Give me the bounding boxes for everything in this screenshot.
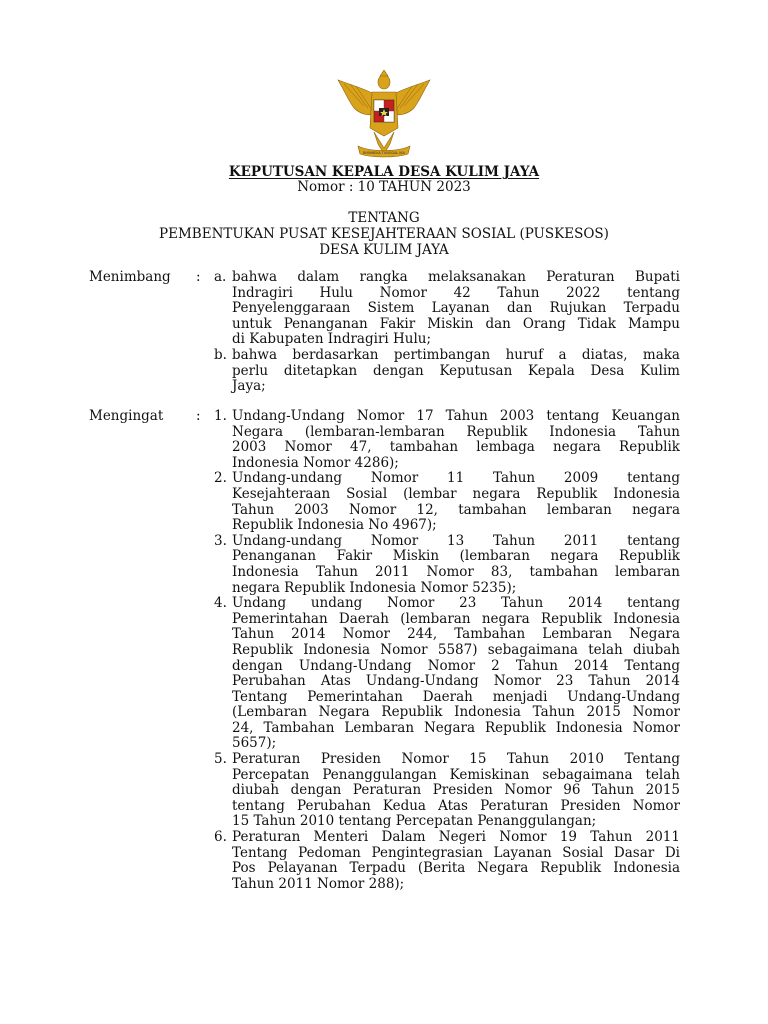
svg-text:BHINNEKA TUNGGAL IKA: BHINNEKA TUNGGAL IKA xyxy=(363,151,405,155)
menimbang-colon: : xyxy=(196,269,201,285)
item-text-line: perlu ditetapkan dengan Keputusan Kepala Desa Kulim xyxy=(232,362,680,379)
list-item xyxy=(214,348,680,395)
item-text-line: Tahun 2003 Nomor 12, tambahan lembaran negara xyxy=(232,501,680,518)
list-item xyxy=(214,471,680,533)
item-text-line: Peraturan Presiden Nomor 15 Tahun 2010 Tentang xyxy=(232,751,680,768)
item-text-line: Indonesia Tahun 2011 Nomor 83, tambahan lembaran xyxy=(232,563,680,580)
item-text-line: Negara (lembaran-lembaran Republik Indonesia Tahun xyxy=(232,423,680,440)
item-text-line: Pemerintahan Daerah (lembaran negara Republik Indonesia xyxy=(232,610,680,627)
item-text-line: bahwa dalam rangka melaksanakan Peraturan Bupati xyxy=(232,269,680,285)
item-text xyxy=(232,534,680,596)
item-marker: a. xyxy=(214,269,227,285)
item-text-line: Peraturan Menteri Dalam Negeri Nomor 19 Tahun 2011 xyxy=(232,829,680,846)
item-text-line: Kesejahteraan Sosial (lembar negara Republik Indonesia xyxy=(232,485,680,502)
item-text-line: 5657); xyxy=(232,735,277,752)
item-text-line: Indonesia Nomor 4286); xyxy=(232,454,399,471)
item-text-line: (Lembaran Negara Republik Indonesia Tahun 2015 Nomor xyxy=(232,704,680,721)
item-text-line: Penyelenggaraan Sistem Layanan dan Rujukan Terpadu xyxy=(232,300,680,317)
item-text xyxy=(232,596,680,752)
menimbang-items xyxy=(214,270,680,395)
item-text-line: Jaya; xyxy=(232,378,266,395)
item-text-line: Tahun 2014 Nomor 244, Tambahan Lembaran Negara xyxy=(232,626,680,643)
item-marker: 1. xyxy=(214,408,227,424)
garuda-emblem-icon xyxy=(334,70,434,160)
document-title: KEPUTUSAN KEPALA DESA KULIM JAYA xyxy=(228,164,540,180)
item-text-line: 2003 Nomor 47, tambahan lembaga negara Republik xyxy=(232,439,680,456)
document-about: TENTANG xyxy=(348,210,420,226)
item-text-line: Perubahan Atas Undang-Undang Nomor 23 Tahun 2014 xyxy=(232,673,680,690)
item-text-line: untuk Penanganan Fakir Miskin dan Orang Tidak Mampu xyxy=(232,315,680,332)
list-item xyxy=(214,409,680,471)
mengingat-items xyxy=(214,409,680,892)
mengingat-label: Mengingat xyxy=(89,408,164,424)
document-subject-line2: DESA KULIM JAYA xyxy=(319,242,449,258)
item-text-line: Tentang Pedoman Pengintegrasian Layanan Sosial Dasar Di xyxy=(232,844,680,861)
mengingat-colon: : xyxy=(196,408,201,424)
item-text-line: Tentang Pemerintahan Daerah menjadi Undang-Undang xyxy=(232,688,680,705)
item-text xyxy=(232,409,680,471)
item-marker: 3. xyxy=(214,532,227,549)
item-text-line: Penanganan Fakir Miskin (lembaran negara Republik xyxy=(232,548,680,565)
item-text-line: bahwa berdasarkan pertimbangan huruf a diatas, maka xyxy=(232,346,680,363)
item-text-line: Pos Pelayanan Terpadu (Berita Negara Republik Indonesia xyxy=(232,860,680,877)
list-item xyxy=(214,534,680,596)
item-text xyxy=(232,752,680,830)
item-text-line: 24, Tambahan Lembaran Negara Republik Indonesia Nomor xyxy=(232,719,680,736)
item-text-line: Indragiri Hulu Nomor 42 Tahun 2022 tentang xyxy=(232,284,680,301)
document-number: Nomor : 10 TAHUN 2023 xyxy=(297,179,471,195)
item-text-line: Republik Indonesia No 4967); xyxy=(232,517,437,534)
list-item xyxy=(214,270,680,348)
item-text-line: di Kabupaten Indragiri Hulu; xyxy=(232,331,432,348)
list-item xyxy=(214,752,680,830)
document-subject-line1: PEMBENTUKAN PUSAT KESEJAHTERAAN SOSIAL (PUSKESOS) xyxy=(159,226,609,242)
list-item xyxy=(214,596,680,752)
item-text xyxy=(232,471,680,533)
item-text-line: Undang-Undang Nomor 17 Tahun 2003 tentang Keuangan xyxy=(232,408,680,424)
item-text-line: Republik Indonesia Nomor 5587) sebagaimana telah diubah xyxy=(232,641,680,658)
item-text-line: Undang undang Nomor 23 Tahun 2014 tentang xyxy=(232,595,680,612)
item-marker: b. xyxy=(214,346,227,363)
item-text-line: Percepatan Penanggulangan Kemiskinan sebagaimana telah xyxy=(232,766,680,783)
item-text-line: tentang Perubahan Kedua Atas Peraturan Presiden Nomor xyxy=(232,797,680,814)
item-marker: 5. xyxy=(214,751,227,768)
item-text-line: dengan Undang-Undang Nomor 2 Tahun 2014 Tentang xyxy=(232,657,680,674)
item-marker: 4. xyxy=(214,595,227,612)
item-text-line: 15 Tahun 2010 tentang Percepatan Penanggulangan; xyxy=(232,813,597,830)
item-marker: 2. xyxy=(214,470,227,487)
item-text-line: Tahun 2011 Nomor 288); xyxy=(232,875,405,892)
item-text-line: Undang-undang Nomor 13 Tahun 2011 tentang xyxy=(232,532,680,549)
item-text-line: negara Republik Indonesia Nomor 5235); xyxy=(232,579,517,596)
item-text xyxy=(232,830,680,892)
item-text xyxy=(232,348,680,395)
item-marker: 6. xyxy=(214,829,227,846)
list-item xyxy=(214,830,680,892)
item-text-line: diubah dengan Peraturan Presiden Nomor 96 Tahun 2015 xyxy=(232,782,680,799)
item-text xyxy=(232,270,680,348)
menimbang-label: Menimbang xyxy=(89,269,171,285)
item-text-line: Undang-undang Nomor 11 Tahun 2009 tentang xyxy=(232,470,680,487)
